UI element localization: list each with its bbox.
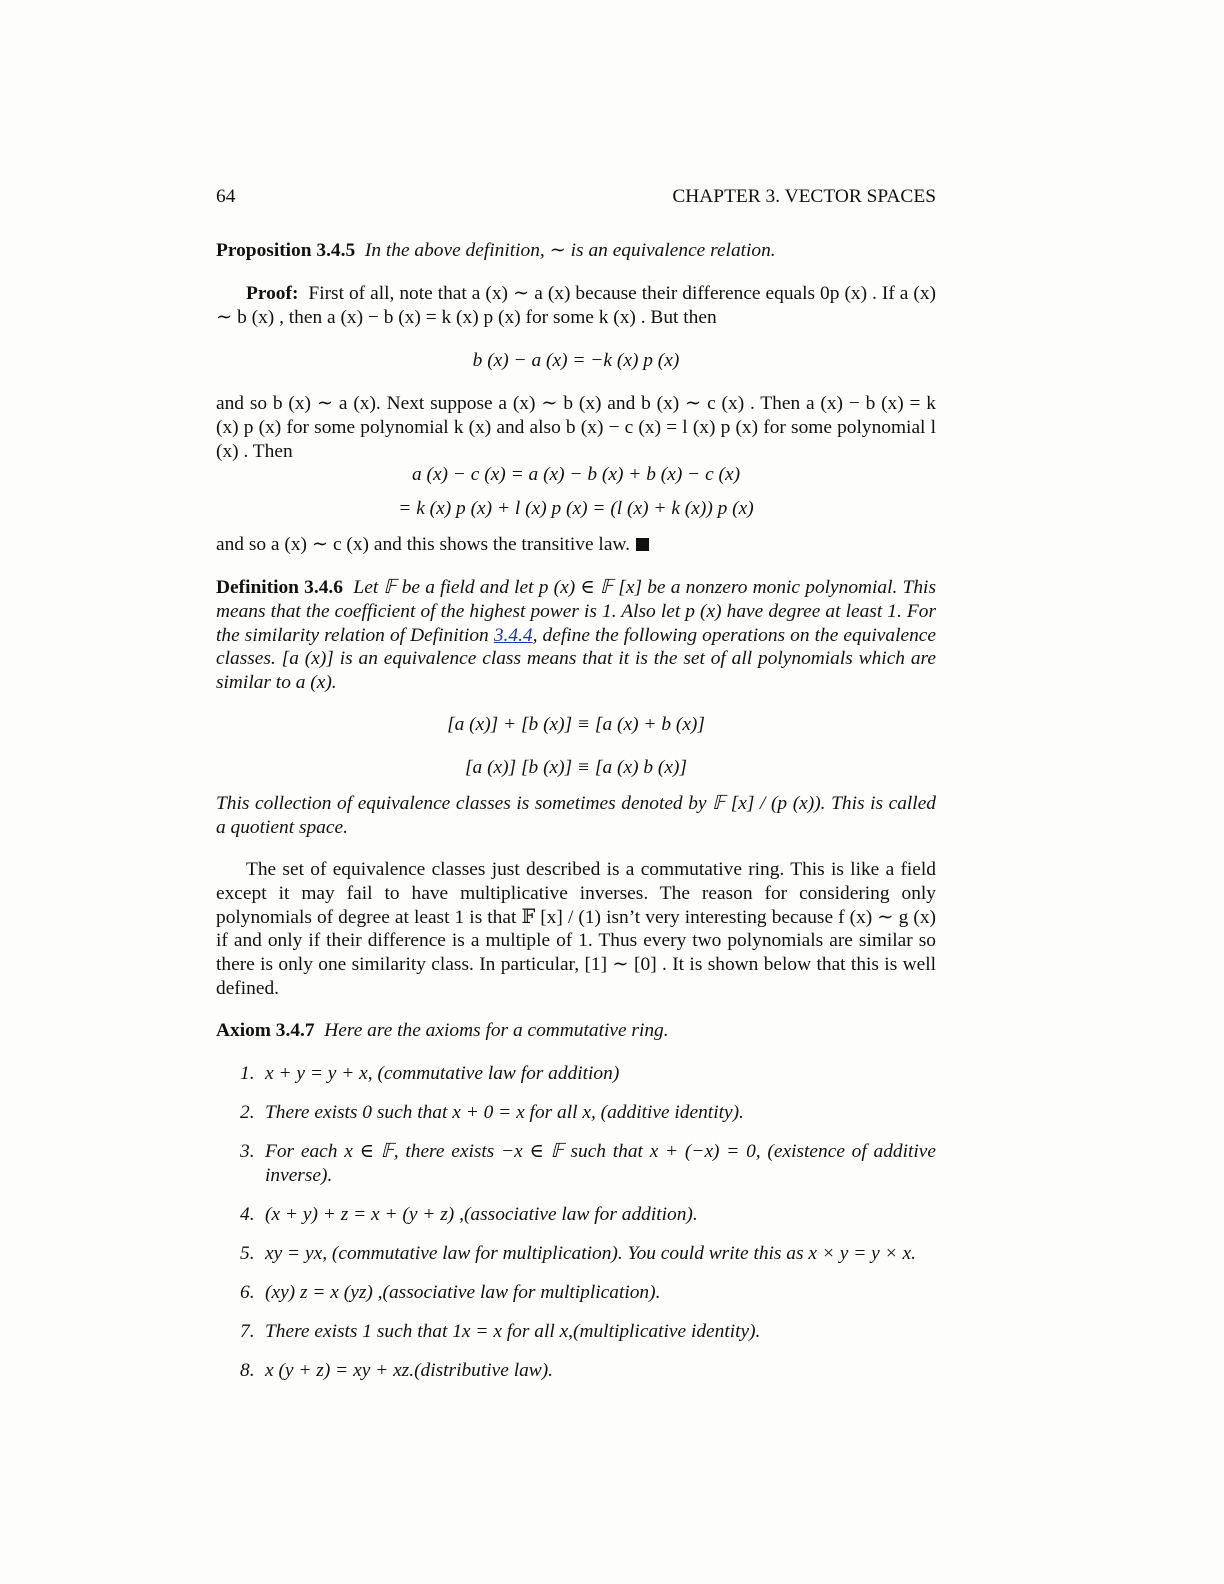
list-item-text: For each x ∈ 𝔽, there exists −x ∈ 𝔽 such that x + (−x) = 0, (existence of additive inverse). xyxy=(265,1141,936,1186)
list-item xyxy=(240,1281,936,1305)
body-paragraph: The set of equivalence classes just described is a commutative ring. This is like a field except it may fail to have multiplicative inverses. The reason for considering only polynomials of degree at least 1 is that 𝔽 [x] / (1) isn’t very interesting because f (x) ∼ g (x) if and only if their difference is a multiple of 1. Thus every two polynomials are similar so there is only one similarity class. In particular, [1] ∼ [0] . It is shown below that this is well defined. xyxy=(216,859,936,999)
chapter-title: CHAPTER 3. VECTOR SPACES xyxy=(672,186,936,207)
definition-text-a: Let 𝔽 be a field and let p (x) ∈ 𝔽 [x] be a nonzero monic polynomial. This means that the coefficient of the highest power is 1. Also let p (x) have degree at least 1. For the similarity relation of Definition xyxy=(216,577,936,646)
proof-paragraph-1 xyxy=(216,282,936,330)
list-item-text: x + y = y + x, (commutative law for addition) xyxy=(265,1063,620,1084)
list-item-text: x (y + z) = xy + xz.(distributive law). xyxy=(265,1360,554,1381)
list-item xyxy=(240,1101,936,1125)
definition xyxy=(216,576,936,695)
axiom-text: Here are the axioms for a commutative ring. xyxy=(324,1020,669,1041)
equation-4: [a (x)] + [b (x)] ≡ [a (x) + b (x)] xyxy=(447,714,705,735)
definition-text-b: , define the following operations on the equivalence classes. [a (x)] is an equivalence class means that it is the set of all polynomials which are similar to a (x). xyxy=(216,624,936,694)
list-item-number: 5. xyxy=(240,1243,255,1264)
list-item-number: 2. xyxy=(240,1102,255,1123)
list-item xyxy=(240,1203,936,1227)
list-item-number: 8. xyxy=(240,1360,255,1381)
list-item xyxy=(240,1320,936,1344)
equation-1: b (x) − a (x) = −k (x) p (x) xyxy=(472,350,680,371)
proof-text-1: First of all, note that a (x) ∼ a (x) because their difference equals 0p (x) . If a (x) ∼ b (x) , then a (x) − b (x) = k (x) p (x) for some k (x) . But then xyxy=(216,283,937,328)
equation-3: = k (x) p (x) + l (x) p (x) = (l (x) + k (x)) p (x) xyxy=(398,498,754,519)
definition-label: Definition 3.4.6 xyxy=(216,577,343,598)
list-item-number: 1. xyxy=(240,1063,255,1084)
proof-text-3: and so a (x) ∼ c (x) and this shows the transitive law. xyxy=(216,534,631,555)
list-item-number: 6. xyxy=(240,1282,255,1303)
list-item xyxy=(240,1140,936,1188)
proof-conclusion xyxy=(216,533,936,557)
proposition xyxy=(216,239,936,263)
axiom-label: Axiom 3.4.7 xyxy=(216,1020,315,1041)
page-number: 64 xyxy=(216,186,236,207)
proof-label: Proof: xyxy=(246,283,299,304)
list-item xyxy=(240,1242,936,1266)
list-item-text: (xy) z = x (yz) ,(associative law for multiplication). xyxy=(265,1282,661,1303)
list-item-number: 3. xyxy=(240,1141,255,1162)
axiom xyxy=(216,1019,936,1043)
qed-square-icon xyxy=(636,538,649,551)
proposition-text: In the above definition, ∼ is an equivalence relation. xyxy=(364,240,776,261)
list-item-text: There exists 1 such that 1x = x for all x,(multiplicative identity). xyxy=(265,1321,761,1342)
definition-after: This collection of equivalence classes is sometimes denoted by 𝔽 [x] / (p (x)). This is called a quotient space. xyxy=(216,793,936,838)
proposition-label: Proposition 3.4.5 xyxy=(216,240,356,261)
list-item xyxy=(240,1062,936,1086)
list-item-text: (x + y) + z = x + (y + z) ,(associative law for addition). xyxy=(265,1204,698,1225)
list-item-number: 4. xyxy=(240,1204,255,1225)
definition-ref-link[interactable]: 3.4.4 xyxy=(493,624,533,646)
equation-5: [a (x)] [b (x)] ≡ [a (x) b (x)] xyxy=(464,757,687,778)
list-item-number: 7. xyxy=(240,1321,255,1342)
list-item xyxy=(240,1359,936,1383)
list-item-text: There exists 0 such that x + 0 = x for all x, (additive identity). xyxy=(265,1102,744,1123)
list-item-text: xy = yx, (commutative law for multiplication). You could write this as x × y = y × x. xyxy=(265,1243,917,1264)
proof-paragraph-2: and so b (x) ∼ a (x). Next suppose a (x) ∼ b (x) and b (x) ∼ c (x) . Then a (x) − b (x) = k (x) p (x) for some polynomial k (x) and also b (x) − c (x) = l (x) p (x) for some polynomial l (x) . Then xyxy=(216,393,936,462)
equation-2: a (x) − c (x) = a (x) − b (x) + b (x) − c (x) xyxy=(411,464,741,485)
